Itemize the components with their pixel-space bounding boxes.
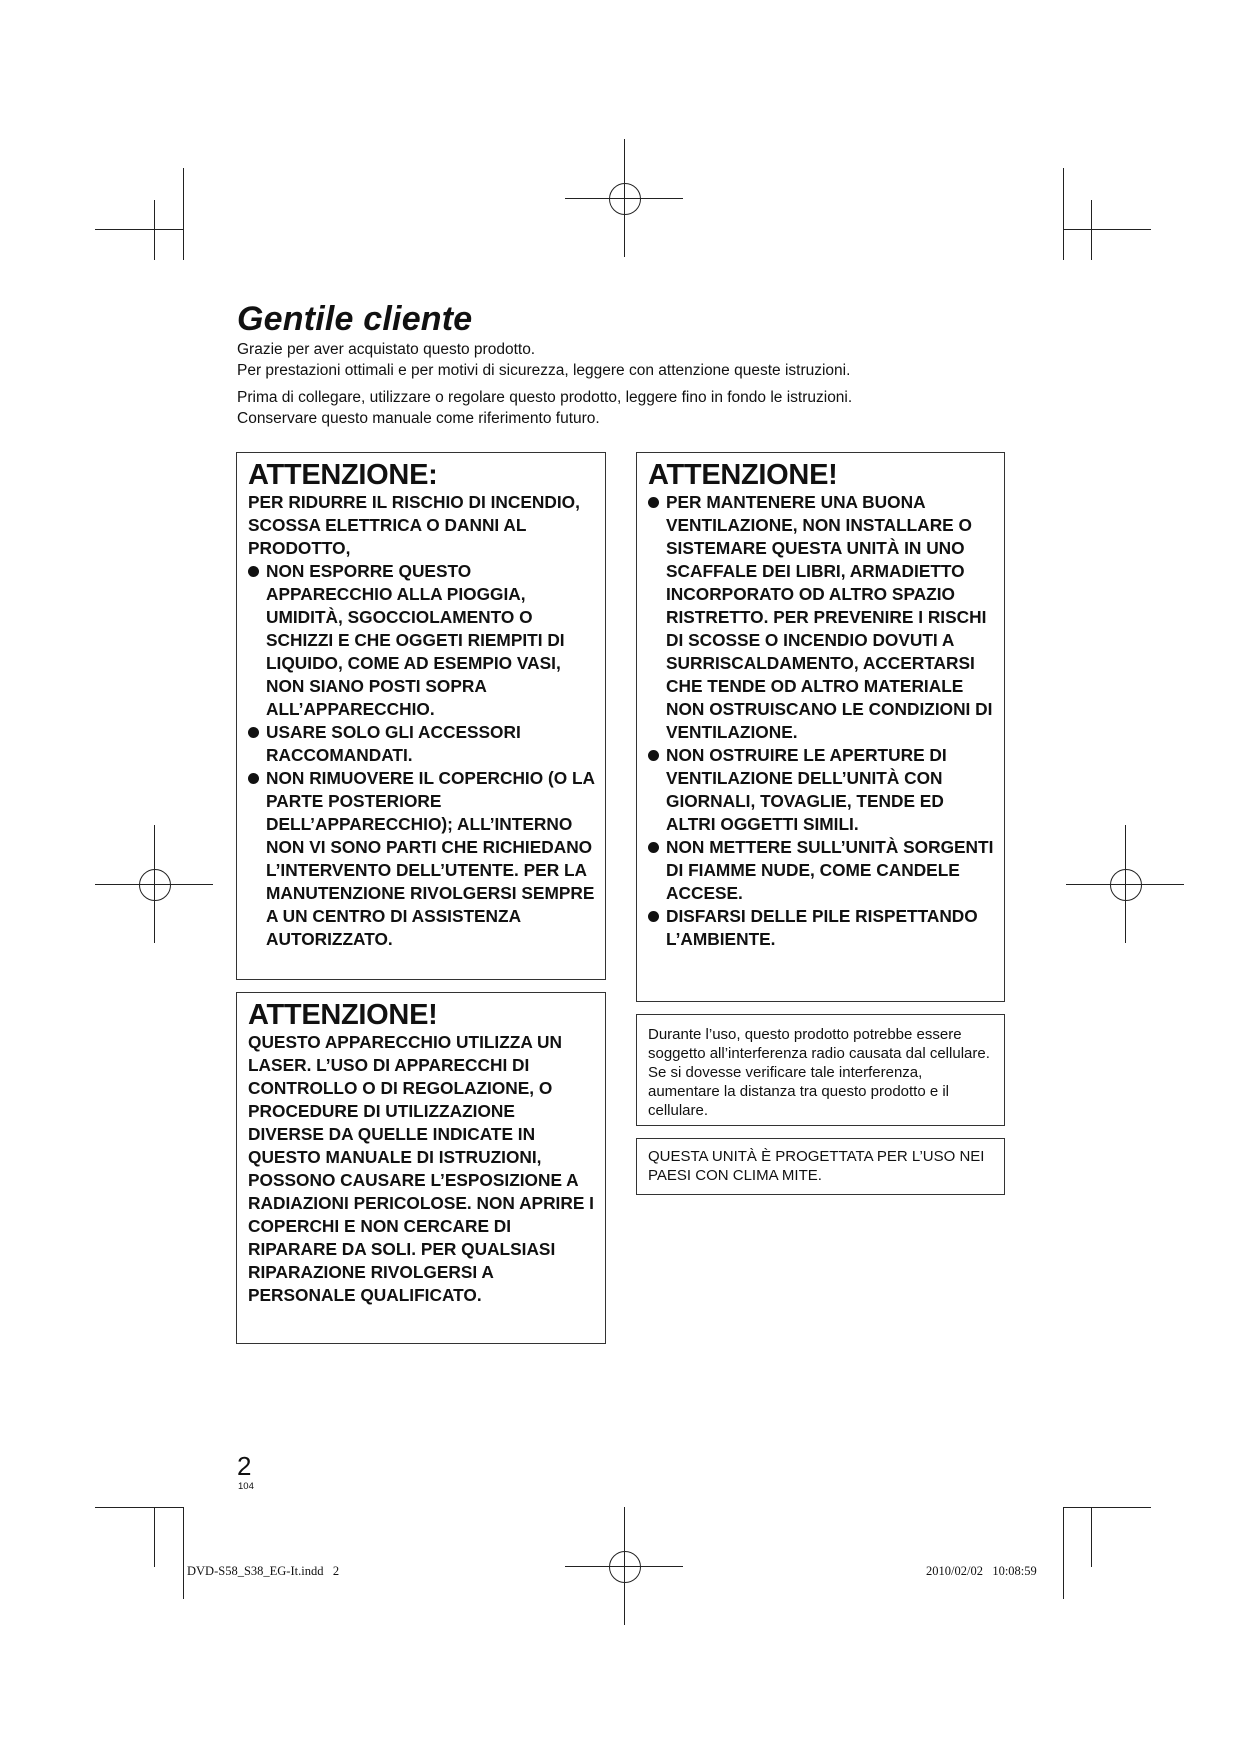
bullet-icon	[648, 497, 659, 508]
registration-mark-bottom	[565, 1507, 683, 1625]
bullet-icon	[648, 750, 659, 761]
bullet-icon	[648, 911, 659, 922]
list-item: NON RIMUOVERE IL COPERCHIO (O LA PARTE POSTERIORE DELL’APPARECCHIO); ALL’INTERNO NON VI SONO PARTI CHE RICHIEDANO L’INTERVENTO DELL’UTENTE. PER LA MANUTENZIONE RIVOLGERSI SEMPRE A UN CENTRO DI ASSISTENZA AUTORIZZATO.	[248, 767, 595, 951]
intro-line-2: Per prestazioni ottimali e per motivi di sicurezza, leggere con attenzione queste istruzioni.	[237, 362, 851, 379]
registration-mark-top	[565, 139, 683, 257]
bullet-icon	[248, 727, 259, 738]
footer-timestamp: 2010/02/02 10:08:59	[926, 1564, 1037, 1578]
radio-interference-text: Durante l’uso, questo prodotto potrebbe essere soggetto all’interferenza radio causata dal cellulare. Se si dovesse verificare tale interferenza, aumentare la distanza tra questo prodotto e il cellulare.	[648, 1026, 990, 1119]
notice-box-climate	[636, 1138, 1005, 1195]
warning-box-ventilation	[636, 452, 1005, 1002]
footer-filename: DVD-S58_S38_EG-It.indd 2	[187, 1564, 340, 1578]
list-item: NON METTERE SULL’UNITÀ SORGENTI DI FIAMME NUDE, COME CANDELE ACCESE.	[648, 836, 996, 905]
intro-line-1: Grazie per aver acquistato questo prodotto.	[237, 341, 536, 358]
list-item: NON ESPORRE QUESTO APPARECCHIO ALLA PIOGGIA, UMIDITÀ, SGOCCIOLAMENTO O SCHIZZI E CHE OGGETI RIEMPITI DI LIQUIDO, COME AD ESEMPIO VASI, NON SIANO POSTI SOPRA ALL’APPARECCHIO.	[248, 560, 595, 721]
intro-line-4: Conservare questo manuale come riferimento futuro.	[237, 410, 600, 427]
intro-line-3: Prima di collegare, utilizzare o regolare questo prodotto, leggere fino in fondo le istruzioni.	[237, 389, 853, 406]
warning-list	[648, 491, 996, 951]
warning-heading: ATTENZIONE!	[648, 459, 838, 491]
list-item: NON OSTRUIRE LE APERTURE DI VENTILAZIONE DELL’UNITÀ CON GIORNALI, TOVAGLIE, TENDE ED ALTRI OGGETTI SIMILI.	[648, 744, 996, 836]
list-item: PER MANTENERE UNA BUONA VENTILAZIONE, NON INSTALLARE O SISTEMARE QUESTA UNITÀ IN UNO SCAFFALE DEI LIBRI, ARMADIETTO INCORPORATO OD ALTRO SPAZIO RISTRETTO. PER PREVENIRE I RISCHI DI SCOSSE O INCENDIO DOVUTI A SURRISCALDAMENTO, ACCERTARSI CHE TENDE OD ALTRO MATERIALE NON OSTRUISCANO LE CONDIZIONI DI VENTILAZIONE.	[648, 491, 996, 744]
page-title: Gentile cliente	[237, 300, 473, 338]
warning-box-fire-shock	[236, 452, 606, 980]
bullet-icon	[248, 566, 259, 577]
warning-list	[248, 560, 595, 951]
warning-lead-text: PER RIDURRE IL RISCHIO DI INCENDIO, SCOSSA ELETTRICA O DANNI AL PRODOTTO,	[248, 492, 580, 558]
registration-mark-left	[95, 825, 213, 943]
bullet-icon	[648, 842, 659, 853]
bullet-icon	[248, 773, 259, 784]
warning-heading: ATTENZIONE:	[248, 459, 438, 491]
list-item: USARE SOLO GLI ACCESSORI RACCOMANDATI.	[248, 721, 595, 767]
laser-warning-text: QUESTO APPARECCHIO UTILIZZA UN LASER. L’USO DI APPARECCHI DI CONTROLLO O DI REGOLAZIONE, O PROCEDURE DI UTILIZZAZIONE DIVERSE DA QUELLE INDICATE IN QUESTO MANUALE DI ISTRUZIONI, POSSONO CAUSARE L’ESPOSIZIONE A RADIAZIONI PERICOLOSE. NON APRIRE I COPERCHI E NON CERCARE DI RIPARARE DA SOLI. PER QUALSIASI RIPARAZIONE RIVOLGERSI A PERSONALE QUALIFICATO.	[248, 1032, 594, 1305]
list-item: DISFARSI DELLE PILE RISPETTANDO L’AMBIENTE.	[648, 905, 996, 951]
page-sub-number: 104	[238, 1481, 254, 1492]
notice-box-radio-interference	[636, 1014, 1005, 1126]
page-number: 2	[237, 1451, 252, 1481]
registration-mark-right	[1066, 825, 1184, 943]
climate-notice-text: QUESTA UNITÀ È PROGETTATA PER L’USO NEI PAESI CON CLIMA MITE.	[648, 1148, 985, 1184]
warning-heading: ATTENZIONE!	[248, 999, 438, 1031]
warning-box-laser	[236, 992, 606, 1344]
